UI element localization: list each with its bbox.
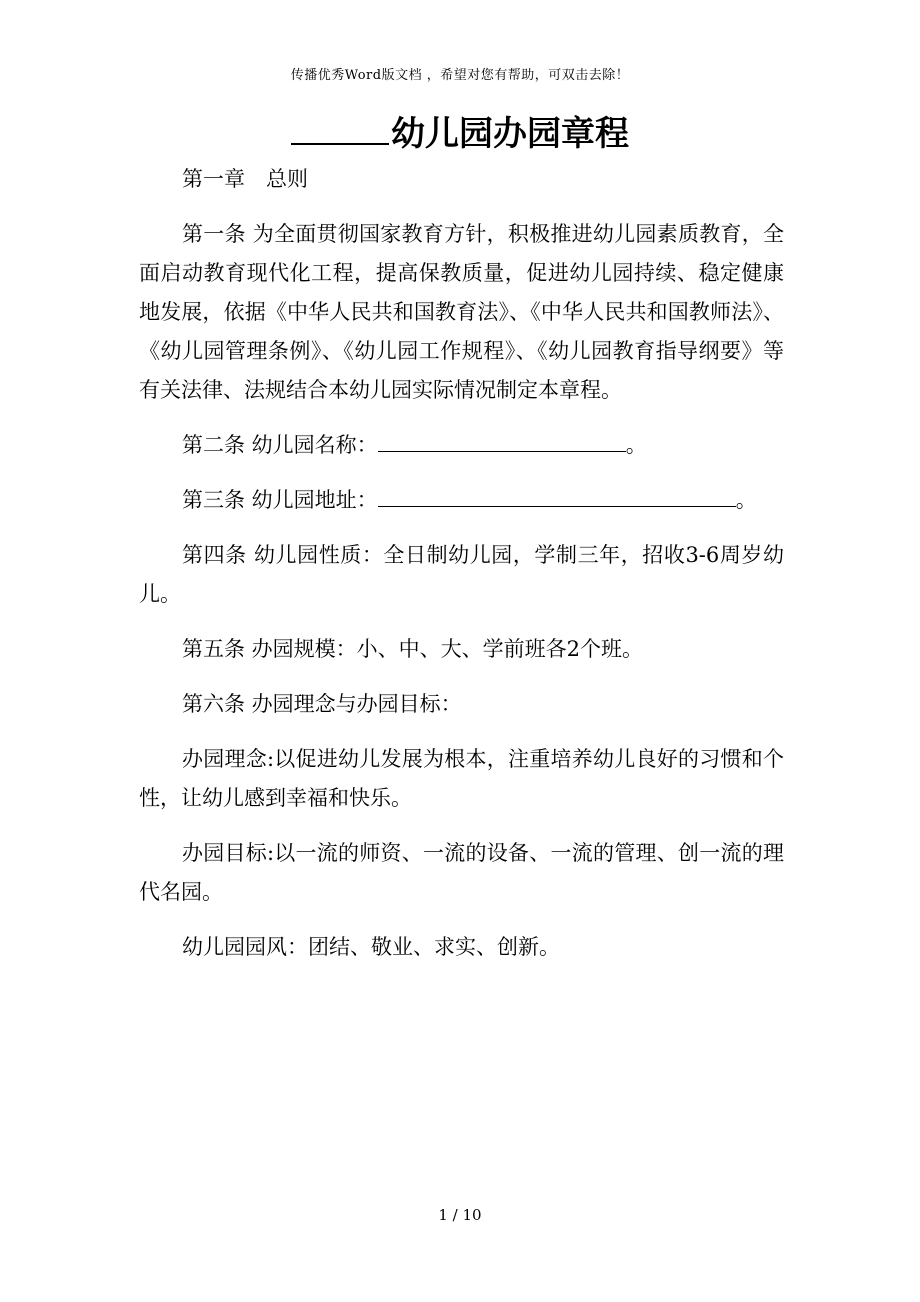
- article-2: [139, 426, 784, 465]
- document-title: [0, 112, 920, 156]
- goal-paragraph: 办园目标:以一流的师资、一流的设备、一流的管理、创一流的理代名园。: [139, 841, 784, 904]
- chapter-heading: 第一章 总则: [182, 167, 308, 191]
- article-2-end: 。: [625, 433, 647, 457]
- article-4: 第四条 幼儿园性质：全日制幼儿园，学制三年，招收3-6周岁幼儿。: [139, 543, 784, 606]
- page-number: 1 / 10: [438, 1206, 482, 1224]
- article-3-end: 。: [735, 488, 757, 512]
- title-name-blank: [291, 113, 389, 145]
- article-3: [139, 481, 784, 520]
- kindergarten-name-blank: [378, 429, 626, 452]
- title-text: 幼儿园办园章程: [391, 114, 629, 154]
- article-6: 第六条 办园理念与办园目标：: [182, 692, 462, 716]
- article-3-label: 第三条 幼儿园地址：: [182, 488, 378, 512]
- article-2-label: 第二条 幼儿园名称：: [182, 433, 378, 457]
- document-body: [139, 160, 784, 967]
- header-note: 传播优秀Word版文档 ，希望对您有帮助，可双击去除！: [290, 68, 630, 83]
- philosophy-paragraph: 办园理念:以促进幼儿发展为根本，注重培养幼儿良好的习惯和个性，让幼儿感到幸福和快乐。: [139, 747, 784, 810]
- kindergarten-style-paragraph: 幼儿园园风：团结、敬业、求实、创新。: [182, 935, 560, 959]
- article-5: 第五条 办园规模：小、中、大、学前班各2个班。: [182, 637, 644, 661]
- kindergarten-address-blank: [378, 484, 736, 507]
- article-1: 第一条 为全面贯彻国家教育方针，积极推进幼儿园素质教育，全面启动教育现代化工程，提高保教质量，促进幼儿园持续、稳定健康地发展，依据《中华人民共和国教育法》、《中华人民共和国教师法》、《幼儿园管理条例》、《幼儿园工作规程》、《幼儿园教育指导纲要》等有关法律、法规结合本幼儿园实际情况制定本章程。: [139, 222, 784, 402]
